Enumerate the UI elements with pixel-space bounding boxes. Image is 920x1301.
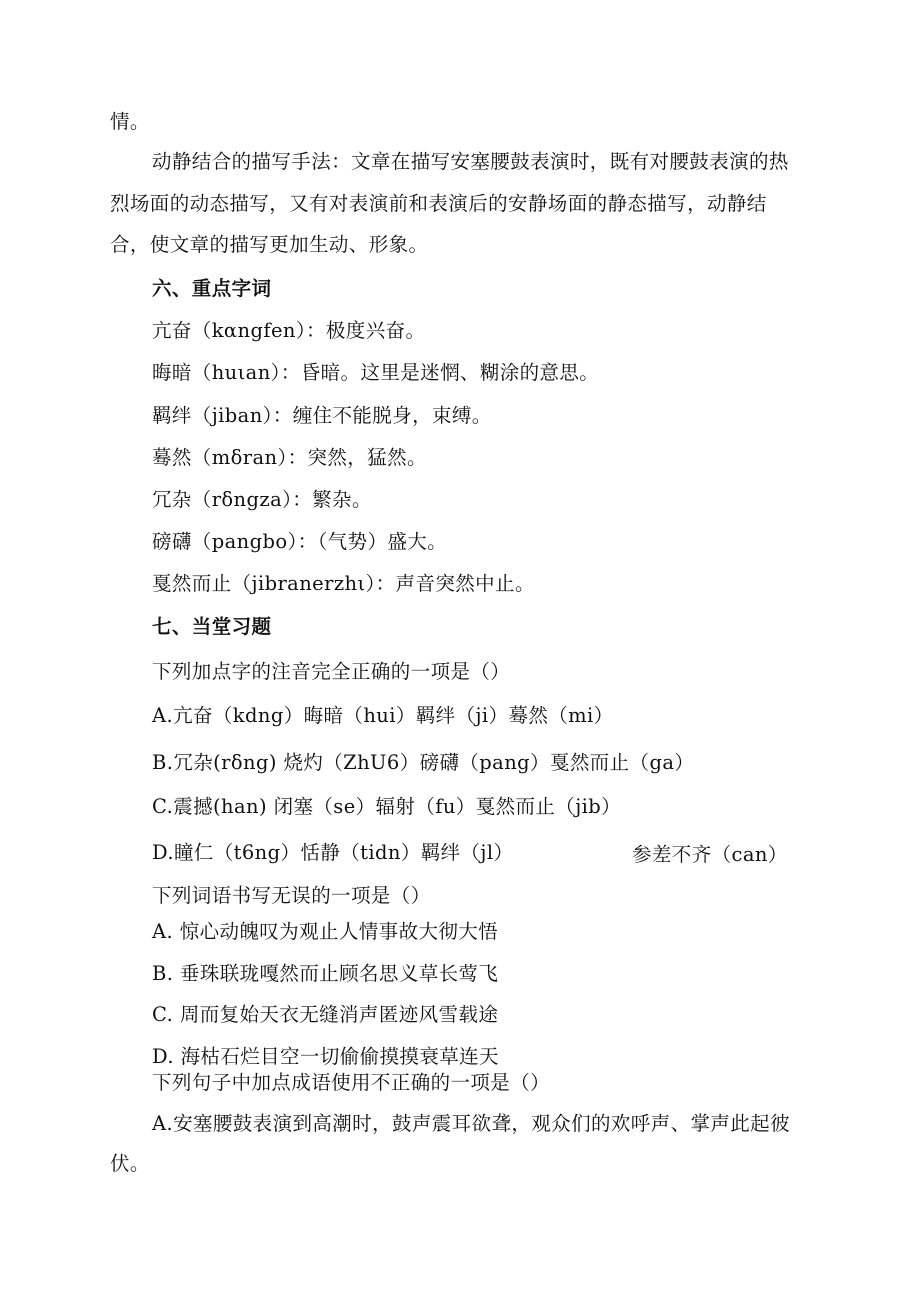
text-line: 烈场面的动态描写，又有对表演前和表演后的安静场面的静态描写，动静结	[110, 192, 767, 215]
section-heading-exercises: 七、当堂习题	[152, 615, 272, 638]
question-3-option-a-line-1: A.安塞腰鼓表演到高潮时，鼓声震耳欲聋，观众们的欢呼声、掌声此起彼	[152, 1112, 790, 1135]
question-2: 下列词语书写无误的一项是（）	[152, 884, 431, 907]
question-2-option-a: A. 惊心动魄叹为观止人情事故大彻大悟	[152, 920, 499, 943]
question-1-option-c: C.震撼(han) 闭塞（se）辐射（fu）戛然而止（jib）	[152, 795, 622, 818]
section-heading-key-words: 六、重点字词	[152, 277, 272, 300]
question-3: 下列句子中加点成语使用不正确的一项是（）	[152, 1071, 551, 1094]
word-entry: 晦暗（huιan）：昏暗。这里是迷惘、糊涂的意思。	[152, 361, 600, 384]
question-2-option-c: C. 周而复始天衣无缝消声匿迹风雪载途	[152, 1003, 499, 1026]
word-entry: 冗杂（rδngza）：繁杂。	[152, 488, 372, 511]
text-line: 动静结合的描写手法：文章在描写安塞腰鼓表演时，既有对腰鼓表演的热	[152, 150, 789, 173]
question-2-option-d: D. 海枯石烂目空一切偷偷摸摸衰草连天	[152, 1045, 499, 1068]
text-line: 合，使文章的描写更加生动、形象。	[110, 233, 429, 256]
word-entry: 亢奋（kαngfen）：极度兴奋。	[152, 319, 426, 342]
word-entry: 磅礴（pangbo）：（气势）盛大。	[152, 530, 448, 553]
word-entry: 羁绊（jiban）：缠住不能脱身，束缚。	[152, 404, 492, 427]
text-line: 情。	[110, 110, 150, 133]
question-1-option-a: A.亢奋（kdng）晦暗（hui）羁绊（ji）蓦然（mi）	[152, 704, 614, 727]
question-3-option-a-line-2: 伏。	[110, 1152, 150, 1175]
question-1-option-b: B.冗杂(rδng) 烧灼（ZhU6）磅礴（pang）戛然而止（ga）	[152, 751, 695, 774]
question-1-option-d: D.瞳仁（t6ng）恬静（tidn）羁绊（jl）	[152, 841, 514, 864]
question-1-option-d-extra: 参差不齐（can）	[632, 843, 788, 866]
word-entry: 戛然而止（jibranerzhι）：声音突然中止。	[152, 572, 535, 595]
word-entry: 蓦然（mδran）：突然，猛然。	[152, 446, 427, 469]
question-1: 下列加点字的注音完全正确的一项是（）	[152, 660, 511, 683]
question-2-option-b: B. 垂珠联珑嘎然而止顾名思义草长莺飞	[152, 962, 499, 985]
